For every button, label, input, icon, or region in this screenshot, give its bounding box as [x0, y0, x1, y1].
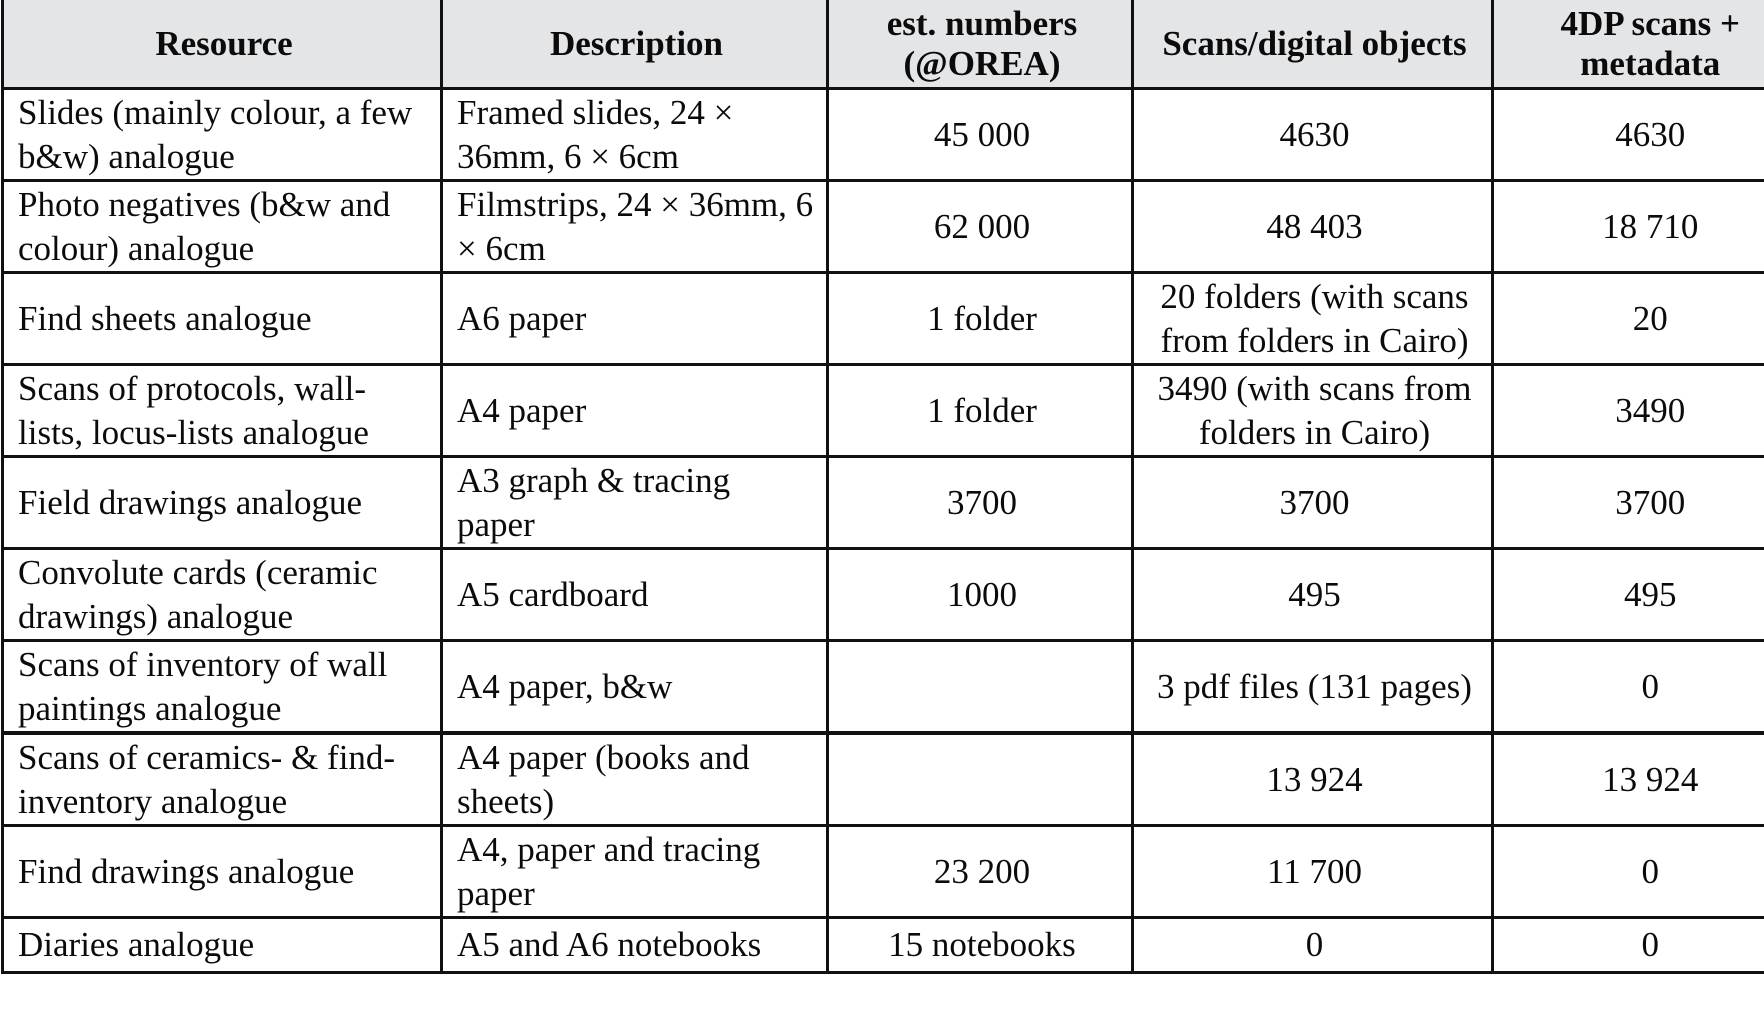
table-row	[3, 273, 1764, 365]
cell-resource: Convolute cards (ceramic drawings) analogue	[3, 549, 442, 641]
cell-description: A4 paper (books and sheets)	[442, 733, 828, 826]
table-row	[3, 826, 1764, 918]
cell-description: A5 and A6 notebooks	[442, 918, 828, 973]
header-row	[3, 0, 1764, 89]
table-row	[3, 641, 1764, 734]
cell-scans: 495	[1133, 549, 1493, 641]
cell-description: A3 graph & tracing paper	[442, 457, 828, 549]
cell-resource: Diaries analogue	[3, 918, 442, 973]
cell-est-numbers: 3700	[828, 457, 1133, 549]
cell-est-numbers	[828, 641, 1133, 734]
cell-est-numbers	[828, 733, 1133, 826]
header-resource: Resource	[3, 0, 442, 89]
cell-description: Filmstrips, 24 × 36mm, 6 × 6cm	[442, 181, 828, 273]
header-4dp-scans: 4DP scans + metadata	[1493, 0, 1764, 89]
resources-table	[1, 0, 1764, 974]
table-row	[3, 365, 1764, 457]
table-row	[3, 549, 1764, 641]
cell-4dp-scans: 3490	[1493, 365, 1764, 457]
cell-4dp-scans: 18 710	[1493, 181, 1764, 273]
cell-resource: Photo negatives (b&w and colour) analogue	[3, 181, 442, 273]
cell-resource: Scans of protocols, wall-lists, locus-lists analogue	[3, 365, 442, 457]
table-row	[3, 89, 1764, 181]
cell-scans: 4630	[1133, 89, 1493, 181]
cell-est-numbers: 1000	[828, 549, 1133, 641]
table-row	[3, 733, 1764, 826]
cell-est-numbers: 23 200	[828, 826, 1133, 918]
cell-est-numbers: 62 000	[828, 181, 1133, 273]
cell-description: A4, paper and tracing paper	[442, 826, 828, 918]
cell-resource: Scans of ceramics- & find-inventory analogue	[3, 733, 442, 826]
cell-est-numbers: 1 folder	[828, 273, 1133, 365]
cell-description: A6 paper	[442, 273, 828, 365]
cell-resource: Find drawings analogue	[3, 826, 442, 918]
cell-resource: Scans of inventory of wall paintings analogue	[3, 641, 442, 734]
cell-scans: 0	[1133, 918, 1493, 973]
table-row	[3, 918, 1764, 973]
table-row	[3, 457, 1764, 549]
header-description: Description	[442, 0, 828, 89]
table-row	[3, 181, 1764, 273]
cell-est-numbers: 15 notebooks	[828, 918, 1133, 973]
cell-4dp-scans: 13 924	[1493, 733, 1764, 826]
cell-est-numbers: 45 000	[828, 89, 1133, 181]
header-est-numbers: est. numbers (@OREA)	[828, 0, 1133, 89]
header-scans: Scans/digital objects	[1133, 0, 1493, 89]
cell-4dp-scans: 495	[1493, 549, 1764, 641]
cell-4dp-scans: 0	[1493, 826, 1764, 918]
cell-resource: Slides (mainly colour, a few b&w) analogue	[3, 89, 442, 181]
cell-scans: 20 folders (with scans from folders in Cairo)	[1133, 273, 1493, 365]
cell-est-numbers: 1 folder	[828, 365, 1133, 457]
cell-scans: 3490 (with scans from folders in Cairo)	[1133, 365, 1493, 457]
cell-resource: Field drawings analogue	[3, 457, 442, 549]
cell-scans: 48 403	[1133, 181, 1493, 273]
cell-description: A4 paper, b&w	[442, 641, 828, 734]
cell-4dp-scans: 0	[1493, 641, 1764, 734]
cell-resource: Find sheets analogue	[3, 273, 442, 365]
cell-description: A4 paper	[442, 365, 828, 457]
cell-4dp-scans: 4630	[1493, 89, 1764, 181]
cell-scans: 13 924	[1133, 733, 1493, 826]
cell-4dp-scans: 0	[1493, 918, 1764, 973]
cell-scans: 11 700	[1133, 826, 1493, 918]
cell-4dp-scans: 3700	[1493, 457, 1764, 549]
cell-description: A5 cardboard	[442, 549, 828, 641]
cell-scans: 3700	[1133, 457, 1493, 549]
cell-4dp-scans: 20	[1493, 273, 1764, 365]
cell-description: Framed slides, 24 × 36mm, 6 × 6cm	[442, 89, 828, 181]
cell-scans: 3 pdf files (131 pages)	[1133, 641, 1493, 734]
